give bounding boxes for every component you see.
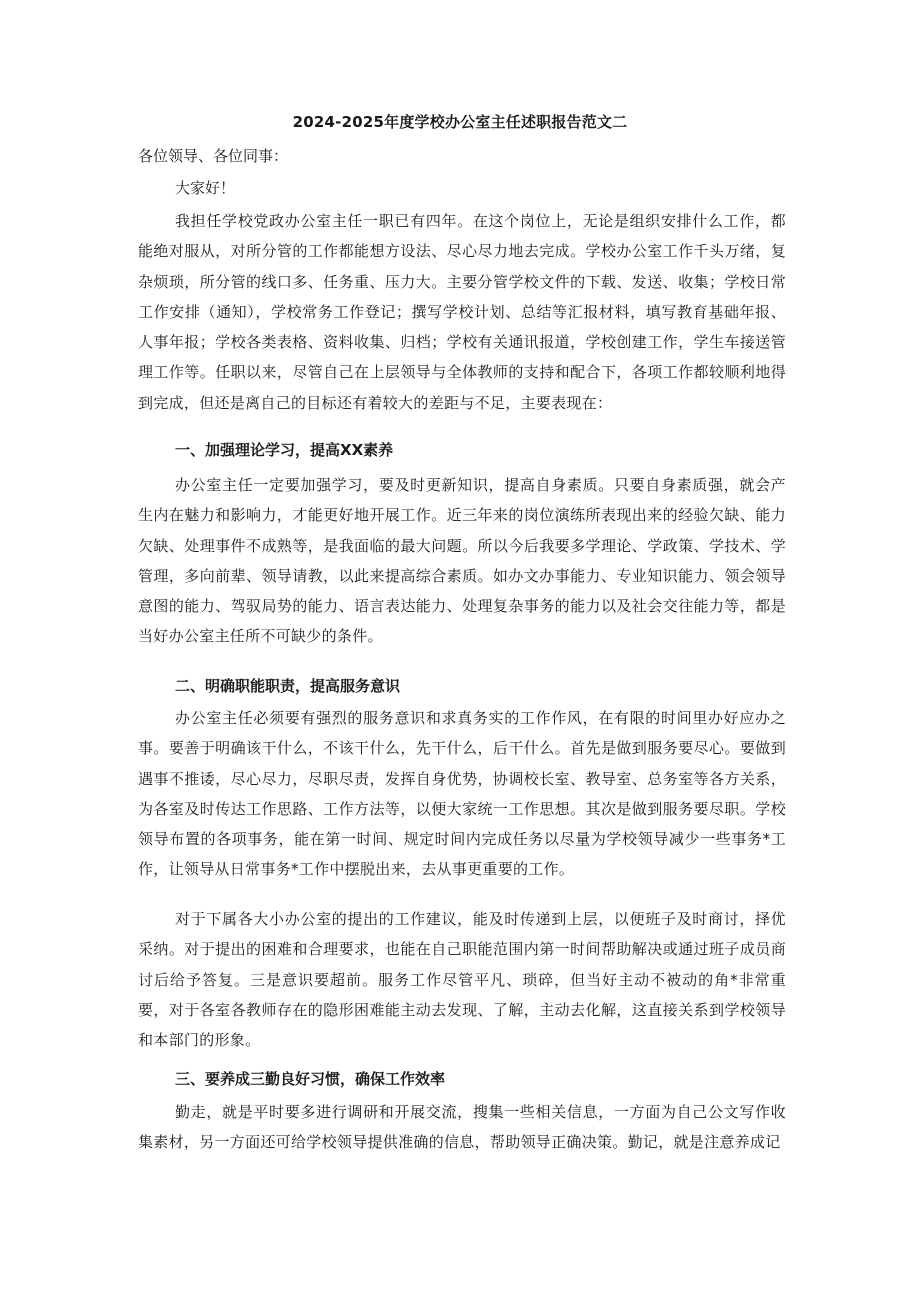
section-heading-2: 二、明确职能职责，提高服务意识: [175, 677, 401, 695]
section-1-paragraph-1: 办公室主任一定要加强学习，要及时更新知识，提高自身素质。只要自身素质强，就会产生内在魅力和影响力，才能更好地开展工作。近三年来的岗位演练所表现出来的经验欠缺、能力欠缺、处理事件不成熟等，是我面临的最大问题。所以今后我要多学理论、学政策、学技术、学管理，多向前辈、领导请教，以此来提高综合素质。如办文办事能力、专业知识能力、领会领导意图的能力、驾驭局势的能力、语言表达能力、处理复杂事务的能力以及社会交往能力等，都是当好办公室主任所不可缺少的条件。: [138, 476, 786, 646]
section-heading-3: 三、要养成三勤良好习惯，确保工作效率: [175, 1070, 446, 1088]
section-3-paragraph-1: 勤走，就是平时要多进行调研和开展交流，搜集一些相关信息，一方面为自己公文写作收集素材，另一方面还可给学校领导提供准确的信息，帮助领导正确决策。勤记，就是注意养成记: [138, 1103, 786, 1152]
section-heading-1: 一、加强理论学习，提高XX素养: [175, 441, 394, 459]
intro-paragraph: 我担任学校党政办公室主任一职已有四年。在这个岗位上，无论是组织安排什么工作，都能绝对服从，对所分管的工作都能想方设法、尽心尽力地去完成。学校办公室工作千头万绪，复杂烦琐，所分管的线口多、任务重、压力大。主要分管学校文件的下载、发送、收集；学校日常工作安排（通知），学校常务工作登记；撰写学校计划、总结等汇报材料，填写教育基础年报、人事年报；学校各类表格、资料收集、归档；学校有关通讯报道，学校创建工作，学生车接送管理工作等。任职以来，尽管自己在上层领导与全体教师的支持和配合下，各项工作都较顺利地得到完成，但还是离自己的目标还有着较大的差距与不足，主要表现在：: [138, 212, 786, 412]
section-2-paragraph-2: 对于下属各大小办公室的提出的工作建议，能及时传递到上层，以便班子及时商讨，择优采纳。对于提出的困难和合理要求，也能在自己职能范围内第一时间帮助解决或通过班子成员商讨后给予答复。三是意识要超前。服务工作尽管平凡、琐碎，但当好主动不被动的角*非常重要，对于各室各教师存在的隐形困难能主动去发现、了解，主动去化解，这直接关系到学校领导和本部门的形象。: [138, 910, 786, 1050]
section-2-paragraph-1: 办公室主任必须要有强烈的服务意识和求真务实的工作作风，在有限的时间里办好应办之事。要善于明确该干什么，不该干什么，先干什么，后干什么。首先是做到服务要尽心。要做到遇事不推诿，尽心尽力，尽职尽责，发挥自身优势，协调校长室、教导室、总务室等各方关系，为各室及时传达工作思路、工作方法等，以便大家统一工作思想。其次是做到服务要尽职。学校领导布置的各项事务，能在第一时间、规定时间内完成任务以尽量为学校领导减少一些事务*工作，让领导从日常事务*工作中摆脱出来，去从事更重要的工作。: [138, 709, 786, 879]
greeting: 大家好！: [175, 179, 236, 197]
salutation: 各位领导、各位同事：: [138, 147, 289, 165]
document-title: 2024-2025年度学校办公室主任述职报告范文二: [292, 113, 628, 131]
